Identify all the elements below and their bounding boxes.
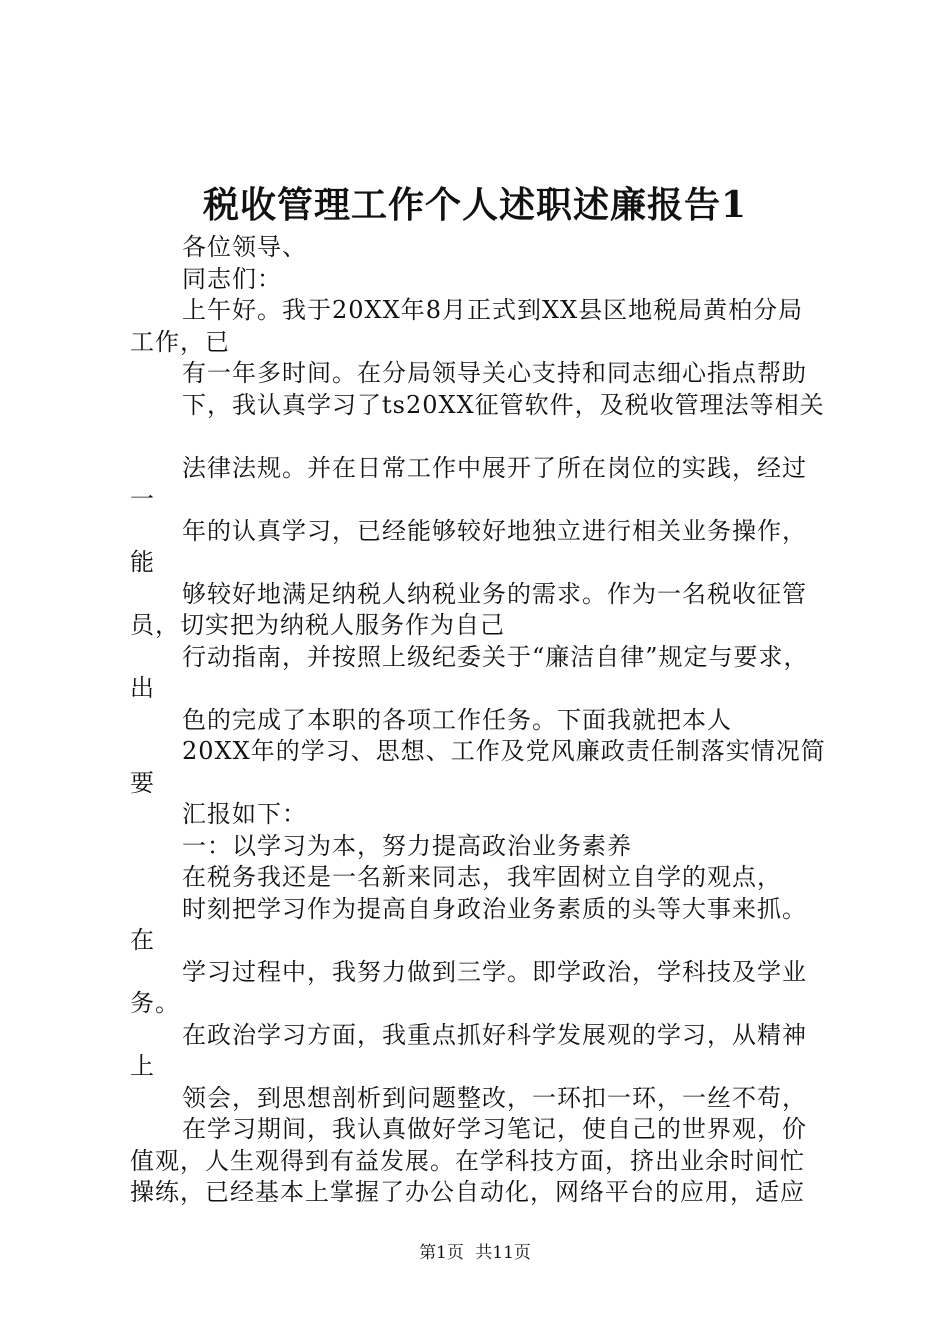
text-line: 汇报如下： [182, 800, 307, 828]
text-line: 有一年多时间。在分局领导关心支持和同志细心指点帮助 [182, 359, 807, 387]
text-line: 在税务我还是一名新来同志，我牢固树立自学的观点， [182, 863, 782, 891]
text-line: 在学习期间，我认真做好学习笔记，使自己的世界观，价 [182, 1115, 807, 1143]
text-line: 在政治学习方面，我重点抓好科学发展观的学习，从精神 [182, 1020, 807, 1049]
text-line: 员，切实把为纳税人服务作为自己 [130, 611, 505, 639]
text-line [130, 421, 830, 453]
text-line: 要 [130, 768, 155, 797]
text-line: 值观，人生观得到有益发展。在学科技方面，挤出业余时间忙 [130, 1146, 805, 1175]
text-line: 够较好地满足纳税人纳税业务的需求。作为一名税收征管 [182, 579, 807, 608]
document-title: 税收管理工作个人述职述廉报告1 [202, 184, 748, 226]
text-line: 工作，已 [130, 327, 230, 356]
text-line: 下，我认真学习了ts20XX征管软件，及税收管理法等相关 [182, 390, 825, 419]
text-line: 能 [130, 548, 155, 576]
text-line: 色的完成了本职的各项工作任务。下面我就把本人 [182, 705, 732, 734]
text-line: 学习过程中，我努力做到三学。即学政治，学科技及学业 [182, 957, 807, 986]
text-line: 上 [130, 1052, 155, 1080]
text-line: 一：以学习为本，努力提高政治业务素养 [182, 831, 632, 860]
text-line: 法律法规。并在日常工作中展开了所在岗位的实践，经过 [182, 453, 807, 482]
document-body [130, 232, 830, 1209]
text-line: 20XX年的学习、思想、工作及党风廉政责任制落实情况简 [182, 737, 826, 765]
text-line: 上午好。我于20XX年8月正式到XX县区地税局黄柏分局 [182, 296, 804, 324]
text-line: 操练，已经基本上掌握了办公自动化，网络平台的应用，适应 [130, 1178, 805, 1206]
text-line: 务。 [130, 989, 180, 1017]
text-line: 同志们： [182, 264, 282, 293]
text-line: 领会，到思想剖析到问题整改，一环扣一环，一丝不苟， [182, 1083, 807, 1112]
text-line: 一 [130, 485, 155, 513]
page-number-footer: 第1页 共11页 [419, 1243, 531, 1263]
text-line: 各位领导、 [182, 233, 307, 261]
text-line: 年的认真学习，已经能够较好地独立进行相关业务操作， [182, 516, 807, 545]
text-line: 在 [130, 926, 155, 954]
text-line: 行动指南，并按照上级纪委关于“廉洁自律”规定与要求， [182, 642, 809, 671]
text-line: 时刻把学习作为提高自身政治业务素质的头等大事来抓。 [182, 894, 807, 923]
text-line: 出 [130, 674, 155, 702]
